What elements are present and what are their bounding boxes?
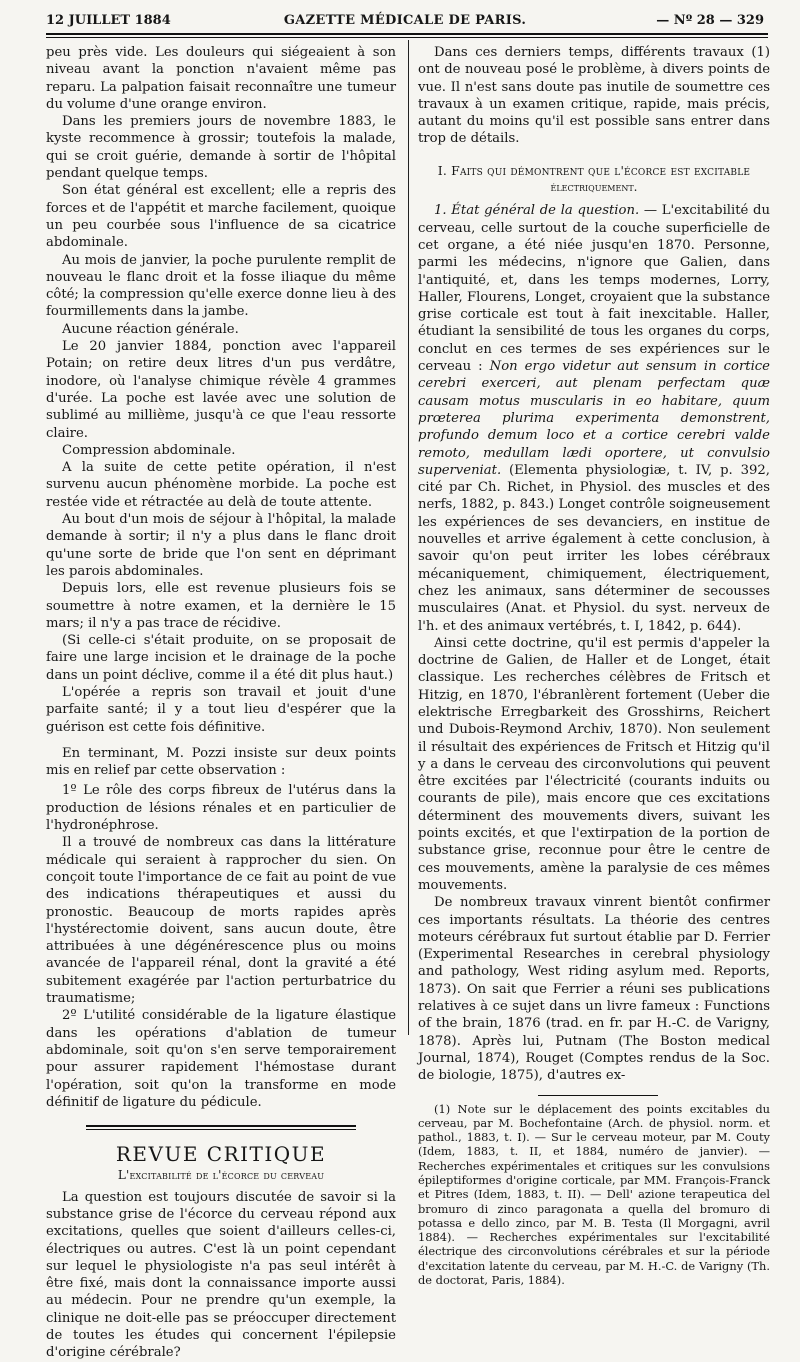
header-rule	[46, 33, 768, 35]
paragraph: Le 20 janvier 1884, ponction avec l'appareil Potain; on retire deux litres d'un pus verdâtre, inodore, où l'analyse chimique révèle 4 grammes d'urée. La poche est lavée avec une solution de sublimé au millième, jusqu'à ce que l'eau ressorte claire.	[46, 339, 396, 441]
paragraph: Au mois de janvier, la poche purulente remplit de nouveau le flanc droit et la fosse iliaque du même côté; la compression qu'elle exerce donne lieu à des fourmillements dans la jambe.	[46, 252, 396, 320]
section-heading-line2: électriquement.	[550, 180, 638, 195]
paragraph: Dans ces derniers temps, différents travaux (1) ont de nouveau posé le problème, à divers points de vue. Il n'est sans doute pas inutile de soumettre ces travaux à un examen critique, rapide, mais précis, autant du moins qu'il est possible sans entrer dans trop de détails.	[418, 45, 770, 147]
paragraph	[418, 202, 770, 634]
revue-critique-title: REVUE CRITIQUE	[115, 1142, 327, 1167]
paragraph: Ainsi cette doctrine, qu'il est permis d'appeler la doctrine de Galien, de Haller et de Longet, était classique. Les recherches célèbres de Fritsch et Hitzig, en 1870, l'ébranlèrent fortement (Ueber die elektrische Erregbarkeit des Grosshirns, Reichert und Dubois-Reymond Archiv, 1870). Non seulement il résultait des expériences de Fritsch et Hitzig qu'il y a dans le cerveau des circonvolutions qui peuvent être excitées par l'électricité (courants induits ou courants de pile), mais encore que ces excitations déterminent des mouvements divers, suivant les points excités, et que l'extirpation de la portion de substance grise, reconnue pour être le centre de ces mouvements, amène la paralysie de ces mêmes mouvements.	[418, 635, 770, 893]
paragraph: Dans les premiers jours de novembre 1883, le kyste recommence à grossir; toutefois la malade, qui se croit guérie, demande à sortir de l'hôpital pendant quelque temps.	[46, 114, 396, 182]
paragraph: Compression abdominale.	[62, 442, 236, 458]
paragraph: La question est toujours discutée de savoir si la substance grise de l'écorce du cerveau répond aux excitations, quelles que soient d'ailleurs celles-ci, électriques ou autres. C'est là un point cependant sur lequel le physiologiste n'a pas seul intérêt à être fixé, mais dont la connaissance importe aussi au médecin. Pour ne prendre qu'un exemple, la clinique ne doit-elle pas se préoccuper directement de toutes les études qui concernent l'épilepsie d'origine cérébrale?	[46, 1189, 396, 1361]
paragraph: 2º L'utilité considérable de la ligature élastique dans les opérations d'ablation de tumeur abdominale, soit qu'on s'en serve temporairement pour assurer rapidement l'hémostase durant l'opération, soit qu'on la transforme en mode définitif de ligature du pédicule.	[46, 1008, 396, 1110]
paragraph: De nombreux travaux vinrent bientôt confirmer ces importants résultats. La théorie des centres moteurs cérébraux fut surtout établie par D. Ferrier (Experimental Researches in cerebral physiology and pathology, West riding asylum med. Reports, 1873). On sait que Ferrier a réuni ses publications relatives à ce sujet dans un livre fameux : Functions of the brain, 1876 (trad. en fr. par H.-C. de Varigny, 1878). Après lui, Putnam (The Boston medical Journal, 1874), Rouget (Comptes rendus de la Soc. de biologie, 1875), d'autres ex-	[418, 895, 770, 1084]
paragraph: En terminant, M. Pozzi insiste sur deux points mis en relief par cette observation :	[46, 745, 396, 779]
header-title: GAZETTE MÉDICALE DE PARIS.	[283, 13, 527, 28]
header-page-number: — Nº 28 — 329	[656, 13, 764, 28]
paragraph: L'opérée a repris son travail et jouit d'une parfaite santé; il y a tout lieu d'espérer que la guérison est cette fois définitive.	[46, 684, 396, 735]
paragraph: (Si celle-ci s'était produite, on se proposait de faire une large incision et le drainage de la poche dans un point déclive, comme il a été dit plus haut.)	[46, 633, 396, 683]
section-heading: I. Faits qui démontrent que l'écorce est excitable	[437, 162, 751, 178]
paragraph: peu près vide. Les douleurs qui siégeaient à son niveau avant la ponction n'avaient même pas reparu. La palpation faisait reconnaître une tumeur du volume d'une orange environ.	[46, 45, 396, 112]
paragraph-text: (Elementa physiologiæ, t. IV, p. 392, cité par Ch. Richet, in Physiol. des muscles et des nerfs, 1882, p. 843.) Longet contrôle soigneusement les expériences de ses devanciers, en institue de nouvelles et arrive également à cette conclusion, à savoir qu'on peut irriter les lobes cérébraux mécaniquement, chimiquement, électriquement, chez les animaux, sans déterminer de secousses musculaires (Anat. et Physiol. du syst. nerveux de l'h. et des animaux vertébrés, t. I, 1842, p. 644).	[418, 462, 770, 634]
paragraph-text: — L'excitabilité du cerveau, celle surtout de la couche superficielle de cet organe, a été niée jusqu'en 1870. Personne, parmi les médecins, n'ignore que Galien, dans l'antiquité, et, dans les temps modernes, Lorry, Haller, Flourens, Longet, croyaient que la substance grise corticale est tout à fait inexcitable. Haller, étudiant la sensibilité de tous les organes du corps, conclut en ces termes de ses expériences sur le cerveau :	[418, 203, 770, 375]
column-divider	[408, 40, 409, 1035]
header-date: 12 JUILLET 1884	[46, 13, 171, 28]
paragraph: A la suite de cette petite opération, il n'est survenu aucun phénomène morbide. La poche est restée vide et rétractée au delà de toute attente.	[46, 460, 396, 510]
paragraph: Depuis lors, elle est revenue plusieurs fois se soumettre à notre examen, et la dernière le 15 mars; il n'y a pas trace de récidive.	[46, 581, 396, 631]
right-column	[418, 44, 770, 1287]
section-rule	[86, 1125, 356, 1130]
paragraph: Aucune réaction générale.	[62, 321, 239, 337]
footnote-rule	[538, 1095, 658, 1096]
left-column	[46, 44, 396, 1362]
latin-quotation: Non ergo videtur aut sensum in cortice cerebri exerceri, aut plenam perfectam quæ causam motus muscularis in eo habitare, quum prœterea plurima experimenta demonstrent, profundo demum loco et a cortice cerebri valde remoto, medullam lædi oportere, ut convulsio superveniat.	[418, 359, 770, 478]
revue-critique-subtitle: L'excitabilité de l'écorce du cerveau	[117, 1168, 325, 1183]
paragraph: Son état général est excellent; elle a repris des forces et de l'appétit et marche facilement, quoique un peu courbée sous l'influence de sa cicatrice abdominale.	[46, 183, 396, 251]
paragraph: Au bout d'un mois de séjour à l'hôpital, la malade demande à sortir; il n'y a plus dans le flanc droit qu'une sorte de bride que l'on sent en déprimant les parois abdominales.	[46, 512, 396, 579]
header-rule-thin	[46, 37, 768, 38]
footnote: (1) Note sur le déplacement des points excitables du cerveau, par M. Bochefontaine (Arch. de physiol. norm. et pathol., 1883, t. I). — Sur le cerveau moteur, par M. Couty (Idem, 1883, t. II, et 1884, numéro de janvier). — Recherches expérimentales et critiques sur les convulsions épileptiformes d'origine corticale, par MM. François-Franck et Pitres (Idem, 1883, t. II). — Dell' azione terapeutica del bromuro di zinco paragonata a quella del bromuro di potassa e dello zinco, par M. B. Testa (Il Morgagni, avril 1884). — Recherches expérimentales sur l'excitabilité électrique des circonvolutions cérébrales et sur la période d'excitation latente du cerveau, par M. H.-C. de Varigny (Th. de doctorat, Paris, 1884).	[418, 1101, 770, 1288]
page-header	[46, 10, 764, 30]
subsection-heading: 1. État général de la question.	[434, 203, 640, 219]
paragraph: Il a trouvé de nombreux cas dans la littérature médicale qui seraient à rapprocher du sien. On conçoit toute l'importance de ce fait au point de vue des indications thérapeutiques et aussi du pronostic. Beaucoup de morts rapides après l'hystérectomie doivent, sans aucun doute, être attribuées à une dégénérescence plus ou moins avancée de l'appareil rénal, dont la gravité a été subitement exagérée par l'action perturbatrice du traumatisme;	[46, 835, 396, 1007]
paragraph: 1º Le rôle des corps fibreux de l'utérus dans la production de lésions rénales et en particulier de l'hydronéphrose.	[46, 783, 396, 834]
